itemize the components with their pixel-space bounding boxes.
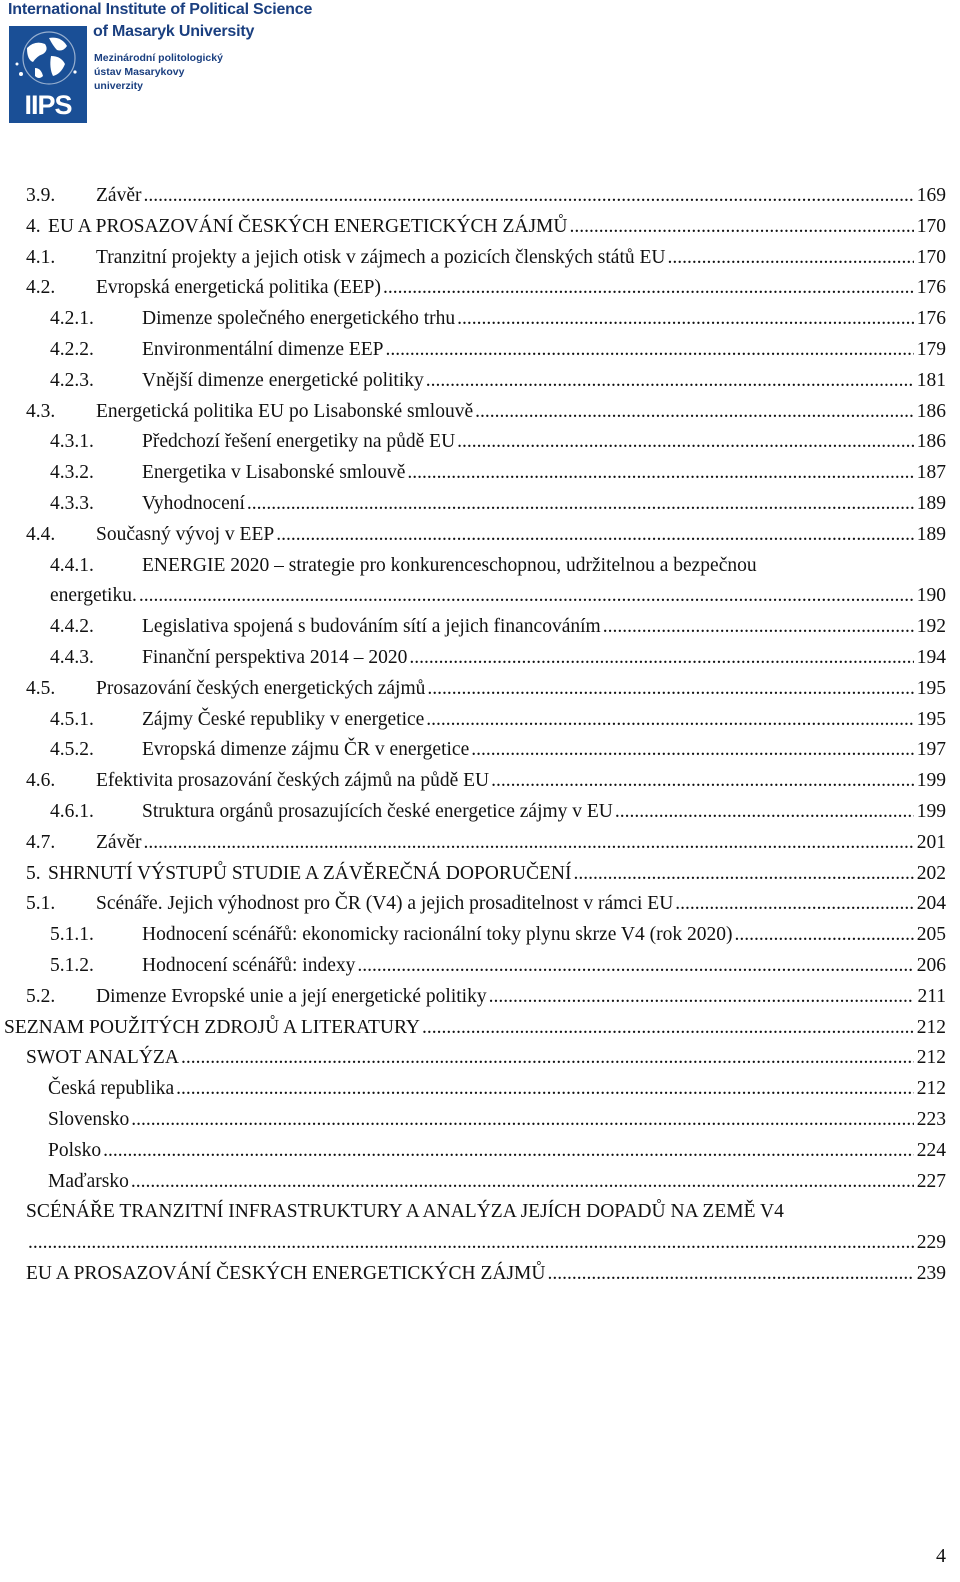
toc-entry-number: 4.5. [26,677,56,699]
toc-leader-dots [668,243,914,273]
toc-entry[interactable] [0,735,960,765]
toc-entry-title: Scénáře. Jejich výhodnost pro ČR (V4) a jejich prosaditelnost v rámci EU [96,893,674,915]
toc-leader-dots [143,828,913,858]
toc-entry-number: 4.2.1. [50,308,94,330]
toc-entry[interactable] [0,1074,960,1104]
toc-entry-page: 189 [916,523,946,545]
toc-entry-title: Česká republika [48,1078,175,1100]
toc-leader-dots [547,1259,913,1289]
toc-entry-number: 5.1. [26,893,56,915]
toc-entry-title: Prosazování českých energetických zájmů [96,677,426,699]
institute-name-cz [94,51,294,93]
toc-leader-dots [139,581,914,611]
toc-entry-title: Energetika v Lisabonské smlouvě [142,462,406,484]
institute-name-cz-line: univerzity [94,80,144,92]
toc-entry-title: ENERGIE 2020 – strategie pro konkurenceschopnou, udržitelnou a bezpečnou [142,554,757,576]
toc-entry-page: 181 [916,369,946,391]
toc-entry[interactable] [0,427,960,457]
toc-entry-title: Slovensko [48,1109,130,1130]
toc-entry-title: Evropská dimenze zájmu ČR v energetice [142,739,470,761]
toc-entry-title: Finanční perspektiva 2014 – 2020 [142,647,408,668]
toc-entry-number: 4.6.1. [50,801,94,822]
toc-entry-number: 5.1.2. [50,955,94,976]
toc-entry[interactable] [0,1043,960,1073]
toc-entry[interactable] [0,243,960,273]
toc-entry-number: 4.4.1. [50,554,94,576]
toc-entry-title: Environmentální dimenze EEP [142,339,384,360]
toc-entry-title: SEZNAM POUŽITÝCH ZDROJŮ A LITERATURY [4,1016,421,1038]
toc-entry[interactable] [0,643,960,673]
toc-entry-number: 4.7. [26,831,56,853]
toc-leader-dots [573,859,913,889]
toc-entry-page: 170 [916,215,946,237]
logo-text: IIPS [24,90,72,120]
toc-entry-title: Maďarsko [48,1170,129,1192]
institute-header [6,0,426,130]
toc-entry[interactable] [0,920,960,950]
toc-entry[interactable] [0,1105,960,1135]
iips-logo [9,26,87,123]
toc-leader-dots [276,520,914,550]
toc-entry[interactable] [0,581,960,611]
toc-entry[interactable] [0,1013,960,1043]
toc-leader-dots [176,1074,914,1104]
institute-name-cz-line: ústav Masarykovy [94,66,185,78]
toc-entry[interactable] [0,766,960,796]
toc-entry-page: 212 [916,1016,946,1038]
toc-leader-dots [181,1043,914,1073]
toc-entry-number: 4.3. [26,400,56,422]
toc-entry-page: 202 [916,862,946,884]
toc-entry-page: 187 [916,462,946,484]
toc-entry-title: Legislativa spojená s budováním sítí a jejich financováním [142,616,601,638]
toc-entry-page: 190 [916,585,946,607]
toc-entry[interactable] [0,335,960,365]
toc-entry-title: Hodnocení scénářů: indexy [142,955,356,976]
toc-leader-dots [475,397,914,427]
toc-leader-dots [675,889,913,919]
toc-entry[interactable] [0,212,960,242]
toc-leader-dots [457,304,914,334]
toc-entry-page: 239 [916,1263,946,1284]
toc-entry-title: EU A PROSAZOVÁNÍ ČESKÝCH ENERGETICKÝCH ZÁJMŮ [26,1263,546,1284]
toc-entry[interactable] [0,1197,960,1227]
toc-entry-title: SWOT ANALÝZA [26,1047,179,1069]
toc-entry[interactable] [0,612,960,642]
toc-entry-title: Efektivita prosazování českých zájmů na půdě EU [96,770,490,792]
toc-entry-page: 195 [916,677,946,699]
toc-entry-title: Evropská energetická politika (EEP) [96,277,382,299]
toc-entry-page: 229 [916,1232,946,1254]
toc-entry-number: 5.1.1. [50,924,94,946]
toc-entry[interactable] [0,304,960,334]
toc-entry-title: SHRNUTÍ VÝSTUPŮ STUDIE A ZÁVĚREČNÁ DOPORUČENÍ [48,862,572,884]
toc-entry-page: 176 [916,308,946,330]
toc-leader-dots [28,1228,914,1258]
toc-entry-page: 186 [916,400,946,422]
toc-leader-dots [734,920,913,950]
toc-entry-title: Hodnocení scénářů: ekonomicky racionální toky plynu skrze V4 (rok 2020) [142,924,733,946]
toc-entry-number: 4. [26,215,41,237]
toc-entry-number: 4.5.1. [50,708,94,730]
toc-entry-number: 4.4. [26,523,56,545]
toc-entry-number: 4.6. [26,770,56,792]
toc-entry-title: Předchozí řešení energetiky na půdě EU [142,431,456,453]
toc-leader-dots [357,951,913,981]
institute-name-cz-line: Mezinárodní politologický [94,52,223,64]
toc-entry[interactable] [0,366,960,396]
toc-entry[interactable] [0,859,960,889]
toc-entry-page: 199 [916,770,946,792]
toc-leader-dots [407,458,913,488]
toc-leader-dots [422,1013,914,1043]
toc-entry-title: Vyhodnocení [142,493,245,514]
toc-entry[interactable] [0,181,960,211]
toc-leader-dots [143,181,913,211]
toc-entry-page: 199 [916,801,946,822]
page-number: 4 [936,1545,946,1567]
toc-entry-number: 5. [26,862,41,884]
toc-entry-title: Závěr [96,831,142,853]
toc-entry[interactable] [0,797,960,827]
toc-entry[interactable] [0,889,960,919]
toc-leader-dots [103,1136,914,1166]
toc-entry-number: 4.3.2. [50,462,94,484]
toc-entry-title: Tranzitní projekty a jejich otisk v zájmech a pozicích členských států EU [96,246,666,268]
toc-entry-title: Zájmy České republiky v energetice [142,708,425,730]
toc-leader-dots [247,489,914,519]
toc-entry-number: 4.3.3. [50,493,94,514]
toc-entry-number: 4.4.2. [50,616,94,638]
toc-entry-page: 212 [916,1047,946,1069]
toc-entry-title: energetiku. [50,585,137,607]
toc-entry[interactable] [0,489,960,519]
toc-entry-title: EU A PROSAZOVÁNÍ ČESKÝCH ENERGETICKÝCH ZÁJMŮ [48,215,568,237]
toc-entry[interactable] [0,273,960,303]
toc-entry-page: 194 [916,647,946,668]
toc-entry-page: 204 [916,893,946,915]
toc-leader-dots [491,766,914,796]
toc-entry-number: 4.2.3. [50,369,94,391]
toc-leader-dots [383,273,914,303]
toc-entry-number: 4.3.1. [50,431,94,453]
toc-entry-page: 211 [917,985,946,1007]
toc-entry[interactable] [0,951,960,981]
institute-name-en-line1: International Institute of Political Science [8,1,313,18]
toc-entry-title: Dimenze Evropské unie a její energetické politiky [96,985,487,1007]
toc-entry-title: Vnější dimenze energetické politiky [142,369,424,391]
toc-entry-page: 227 [916,1170,946,1192]
globe-icon [9,26,87,92]
toc-entry-number: 4.5.2. [50,739,94,761]
toc-entry-title: Současný vývoj v EEP [96,523,275,545]
toc-entry-title: Dimenze společného energetického trhu [142,308,456,330]
toc-entry[interactable] [0,982,960,1012]
toc-entry[interactable] [0,397,960,427]
institute-name-en-line2: of Masaryk University [93,23,255,40]
toc-leader-dots [615,797,914,827]
toc-entry-page: 224 [916,1139,946,1161]
toc-entry-page: 205 [916,924,946,946]
toc-leader-dots [603,612,914,642]
toc-entry-title: Závěr [96,185,142,206]
toc-entry-number: 4.1. [26,246,56,268]
toc-entry-page: 201 [916,831,946,853]
toc-entry[interactable] [0,520,960,550]
toc-entry-page: 176 [916,277,946,299]
toc-entry-title: SCÉNÁŘE TRANZITNÍ INFRASTRUKTURY A ANALÝZA JEJÍCH DOPADŮ NA ZEMĚ V4 [26,1201,784,1223]
toc-leader-dots [569,212,913,242]
toc-entry-number: 4.2.2. [50,339,94,360]
toc-entry-title: Struktura orgánů prosazujících české energetice zájmy v EU [142,801,613,822]
toc-leader-dots [426,705,913,735]
toc-leader-dots [131,1167,914,1197]
toc-entry-number: 3.9. [26,185,56,206]
toc-entry[interactable] [0,1259,960,1289]
toc-entry-page: 169 [916,185,946,206]
toc-entry-page: 206 [916,955,946,976]
toc-entry[interactable] [0,828,960,858]
toc-entry-title: Polsko [48,1139,102,1161]
toc-leader-dots [427,674,913,704]
toc-entry-number: 5.2. [26,985,56,1007]
toc-entry-page: 192 [916,616,946,638]
toc-entry-page: 170 [916,246,946,268]
toc-entry[interactable] [0,674,960,704]
toc-leader-dots [386,335,914,365]
toc-entry-page: 223 [916,1109,946,1130]
toc-entry[interactable] [0,1136,960,1166]
toc-leader-dots [457,427,914,457]
toc-entry-page: 189 [916,493,946,514]
toc-entry[interactable] [0,551,960,581]
toc-entry-page: 179 [916,339,946,360]
toc-entry[interactable] [0,1167,960,1197]
toc-entry[interactable] [0,1228,960,1258]
toc-leader-dots [489,982,915,1012]
toc-entry-page: 212 [916,1078,946,1100]
toc-entry-page: 197 [916,739,946,761]
toc-entry-number: 4.4.3. [50,647,94,668]
toc-leader-dots [426,366,914,396]
toc-entry-number: 4.2. [26,277,56,299]
toc-entry-page: 186 [916,431,946,453]
toc-entry[interactable] [0,705,960,735]
toc-entry-title: Energetická politika EU po Lisabonské smlouvě [96,400,474,422]
toc-leader-dots [131,1105,913,1135]
toc-entry-page: 195 [916,708,946,730]
toc-leader-dots [409,643,913,673]
toc-leader-dots [471,735,914,765]
toc-entry[interactable] [0,458,960,488]
